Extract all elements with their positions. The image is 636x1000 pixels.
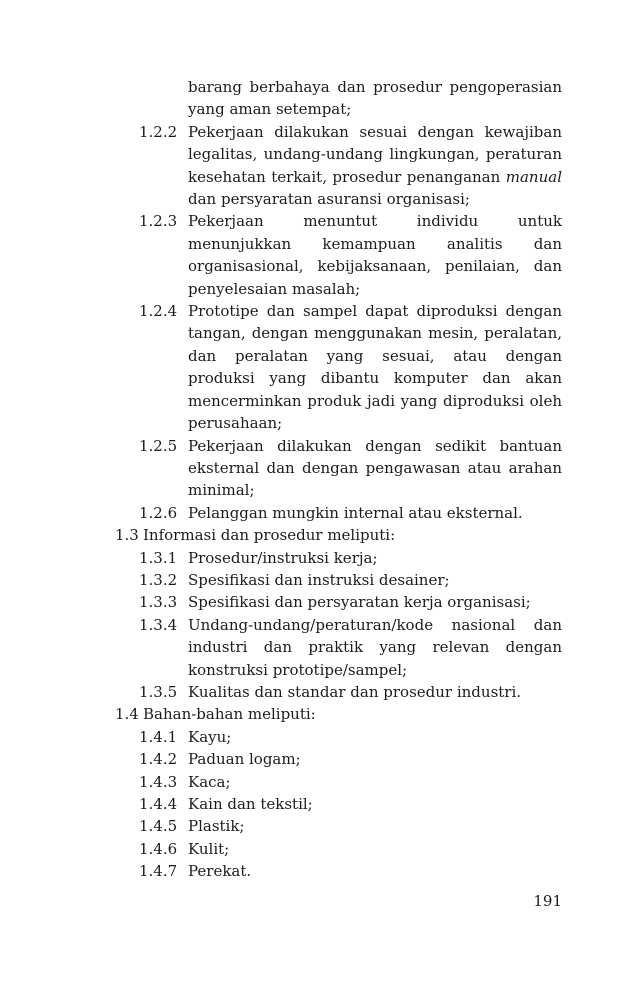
- page-number: 191: [533, 892, 562, 910]
- item-number: 1.2.5: [139, 436, 178, 455]
- paragraph-continuation: barang berbahaya dan prosedur pengoperasian yang aman setempat;: [188, 78, 562, 119]
- item-number: 1.2.2: [139, 122, 178, 141]
- list-item: [115, 815, 562, 837]
- list-item: [115, 838, 562, 860]
- item-number: 1.4: [115, 705, 139, 724]
- item-text: Informasi dan prosedur meliputi:: [143, 526, 396, 545]
- item-text: Prototipe dan sampel dapat diproduksi dengan tangan, dengan menggunakan mesin, peralatan, dan peralatan yang sesuai, atau dengan produksi yang dibantu komputer dan akan mencerminkan produk jadi yang diproduksi oleh perusahaan;: [188, 302, 562, 433]
- list-item: [115, 726, 562, 748]
- document-content: [115, 76, 562, 883]
- item-number: 1.4.5: [139, 817, 178, 836]
- list-item: [115, 591, 562, 613]
- item-text: Perekat.: [188, 862, 252, 881]
- item-number: 1.3.3: [139, 593, 178, 612]
- item-number: 1.3.5: [139, 682, 178, 701]
- item-text: Undang-undang/peraturan/kode nasional dan industri dan praktik yang relevan dengan konstruksi prototipe/sampel;: [188, 615, 562, 679]
- item-text: Plastik;: [188, 817, 245, 836]
- item-text: Pelanggan mungkin internal atau eksternal.: [188, 503, 523, 522]
- item-text: Bahan-bahan meliputi:: [143, 705, 316, 724]
- item-text: Spesifikasi dan instruksi desainer;: [188, 570, 450, 589]
- item-number: 1.3.1: [139, 548, 178, 567]
- list-item: [115, 771, 562, 793]
- item-text: Kayu;: [188, 727, 232, 746]
- item-text: Pekerjaan dilakukan dengan sedikit bantuan eksternal dan dengan pengawasan atau arahan minimal;: [188, 436, 562, 500]
- item-text-run: dan persyaratan asuransi organisasi;: [188, 190, 470, 209]
- item-text: Kulit;: [188, 839, 230, 858]
- item-text: Kualitas dan standar dan prosedur industri.: [188, 682, 522, 701]
- list-item: [115, 121, 562, 211]
- list-item: [115, 793, 562, 815]
- item-number: 1.3: [115, 526, 139, 545]
- list-item: [115, 300, 562, 434]
- list-item: [115, 502, 562, 524]
- item-text: Paduan logam;: [188, 750, 301, 769]
- list-item: [115, 435, 562, 502]
- list-item: [115, 547, 562, 569]
- item-number: 1.4.6: [139, 839, 178, 858]
- list-item: [115, 703, 562, 725]
- item-number: 1.4.3: [139, 772, 178, 791]
- item-number: 1.4.1: [139, 727, 178, 746]
- item-number: 1.3.4: [139, 615, 178, 634]
- list-item: [115, 524, 562, 546]
- list-item: [115, 681, 562, 703]
- item-number: 1.2.4: [139, 302, 178, 321]
- item-text: [188, 121, 562, 211]
- list-item: [115, 210, 562, 300]
- list-item: [115, 748, 562, 770]
- item-number: 1.4.4: [139, 795, 178, 813]
- item-text: Kaca;: [188, 772, 231, 791]
- item-text-run: Pekerjaan dilakukan sesuai dengan kewajiban legalitas, undang-undang lingkungan, peraturan kesehatan terkait, prosedur penanganan: [188, 122, 562, 186]
- list-item: [115, 569, 562, 591]
- item-text: Spesifikasi dan persyaratan kerja organisasi;: [188, 593, 531, 612]
- list-item: [115, 614, 562, 681]
- item-text: Kain dan tekstil;: [188, 795, 313, 813]
- item-number: 1.2.3: [139, 212, 178, 231]
- item-number: 1.4.2: [139, 750, 178, 769]
- list-item: [115, 860, 562, 882]
- item-number: 1.3.2: [139, 570, 178, 589]
- item-text: Pekerjaan menuntut individu untuk menunjukkan kemampuan analitis dan organisasional, kebijaksanaan, penilaian, dan penyelesaian masalah;: [188, 212, 562, 298]
- item-number: 1.4.7: [139, 862, 178, 881]
- italic-term: manual: [505, 167, 562, 186]
- item-text: Prosedur/instruksi kerja;: [188, 548, 378, 567]
- item-number: 1.2.6: [139, 503, 178, 522]
